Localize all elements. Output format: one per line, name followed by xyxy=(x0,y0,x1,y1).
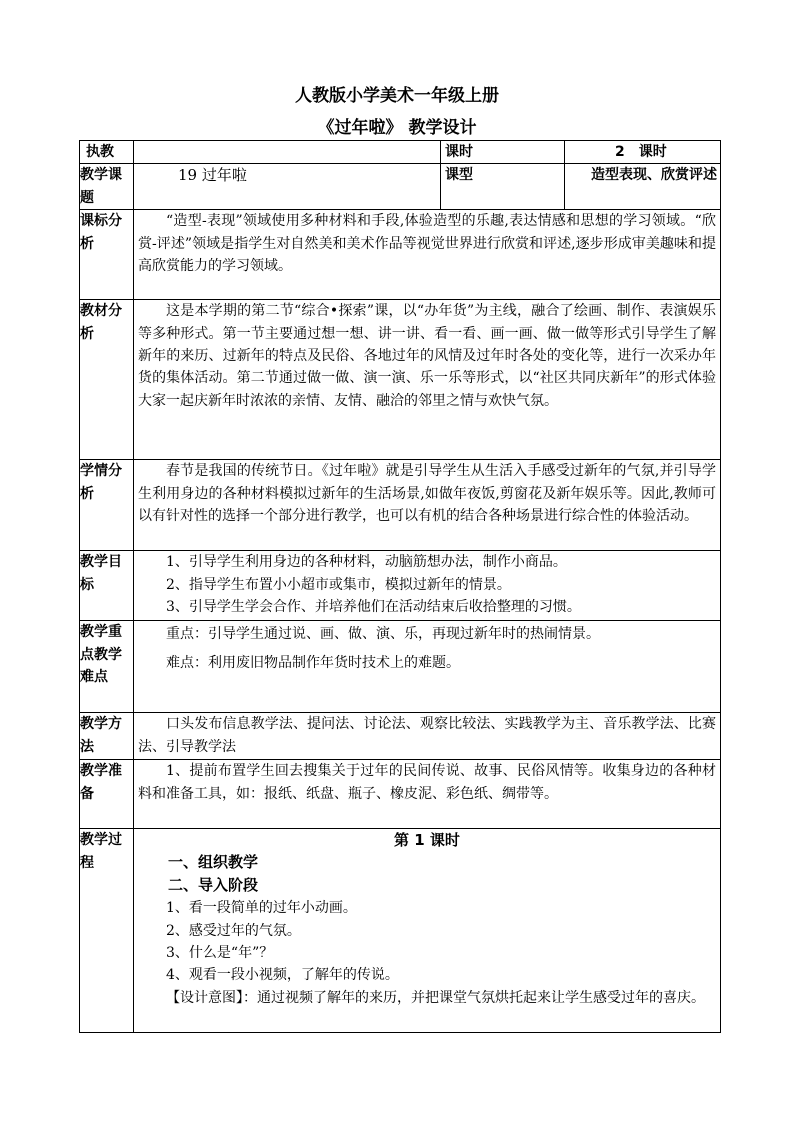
period-value: 2 课时 xyxy=(565,141,721,164)
section-row xyxy=(80,551,721,621)
section-row xyxy=(80,713,721,760)
process-heading: 二、导入阶段 xyxy=(168,876,259,895)
process-item: 4、观看一段小视频，了解年的传说。 xyxy=(166,967,399,984)
section-label: 学情分析 xyxy=(80,460,134,551)
process-item: 3、什么是“年”？ xyxy=(166,945,274,962)
document-title: 人教版小学美术一年级上册 xyxy=(295,86,499,106)
lesson-plan-table xyxy=(79,140,721,1033)
section-paragraph: 重点：引导学生通过说、画、做、演、乐，再现过新年时的热闹情景。 xyxy=(166,626,600,643)
section-label: 教学准备 xyxy=(80,760,134,829)
section-paragraph: 3、引导学生学会合作、并培养他们在活动结束后收拾整理的习惯。 xyxy=(166,599,581,616)
section-paragraph: 2、指导学生布置小小超市或集市，模拟过新年的情景。 xyxy=(166,576,511,593)
process-row xyxy=(80,829,721,1033)
section-label: 教学目标 xyxy=(80,551,134,621)
section-label: 课标分析 xyxy=(80,210,134,300)
teacher-label: 执教 xyxy=(80,141,134,164)
type-label: 课型 xyxy=(441,164,565,210)
section-row xyxy=(80,300,721,460)
section-label: 教学方法 xyxy=(80,713,134,760)
teacher-value xyxy=(134,141,441,164)
lesson-heading: 第 1 课时 xyxy=(394,831,460,850)
process-label: 教学过程 xyxy=(80,829,134,1033)
section-row xyxy=(80,621,721,713)
section-paragraph: 春节是我国的传统节日。《过年啦》就是引导学生从生活入手感受过新年的气氛,并引导学生利用身边的各种材料模拟过新年的生活场景,如做年夜饭,剪窗花及新年娱乐等。因此,教师可以有针对性的选择一个部分进行教学，也可以有机的结合各种场景进行综合性的体验活动。 xyxy=(138,463,716,525)
process-item: 2、感受过年的气氛。 xyxy=(166,922,301,939)
section-paragraph: 这是本学期的第二节“综合•探索”课，以“办年货”为主线，融合了绘画、制作、表演娱乐等多种形式。第一节主要通过想一想、讲一讲、看一看、画一画、做一做等形式引导学生了解新年的来历、过新年的特点及民俗、各地过年的风情及过年时各处的变化等，进行一次采办年货的集体活动。第二节通过做一做、演一演、乐一乐等形式，以“社区共同庆新年”的形式体验大家一起庆新年时浓浓的亲情、友情、融洽的邻里之情与欢快气氛。 xyxy=(138,303,716,409)
document-subtitle: 《过年啦》 教学设计 xyxy=(317,118,477,138)
process-item: 1、看一段简单的过年小动画。 xyxy=(166,900,357,917)
topic-value: 19 过年啦 xyxy=(134,164,441,210)
process-heading: 一、组织教学 xyxy=(168,853,259,872)
section-label: 教学重点教学难点 xyxy=(80,621,134,713)
header-row xyxy=(80,141,721,164)
type-value: 造型表现、欣赏评述 xyxy=(565,164,721,210)
section-paragraph: 1、引导学生利用身边的各种材料，动脑筋想办法，制作小商品。 xyxy=(166,554,567,571)
section-paragraph: 难点：利用废旧物品制作年货时技术上的难题。 xyxy=(166,654,460,671)
section-row xyxy=(80,760,721,829)
section-label: 教材分析 xyxy=(80,300,134,460)
section-paragraph: 1、提前布置学生回去搜集关于过年的民间传说、故事、民俗风情等。收集身边的各种材料和准备工具，如：报纸、纸盘、瓶子、橡皮泥、彩色纸、绸带等。 xyxy=(138,763,716,802)
section-paragraph: 口头发布信息教学法、提问法、讨论法、观察比较法、实践教学为主、音乐教学法、比赛法、引导教学法 xyxy=(138,716,716,755)
section-row xyxy=(80,460,721,551)
topic-label: 教学课题 xyxy=(80,164,134,210)
section-row xyxy=(80,210,721,300)
topic-row xyxy=(80,164,721,210)
design-intent: 【设计意图】：通过视频了解年的来历，并把课堂气氛烘托起来让学生感受过年的喜庆。 xyxy=(166,989,705,1006)
section-paragraph: “造型-表现”领域使用多种材料和手段,体验造型的乐趣,表达情感和思想的学习领域。“欣赏-评述”领域是指学生对自然美和美术作品等视觉世界进行欣赏和评述,逐步形成审美趣味和提高欣赏能力的学习领域。 xyxy=(138,213,716,275)
period-label: 课时 xyxy=(441,141,565,164)
